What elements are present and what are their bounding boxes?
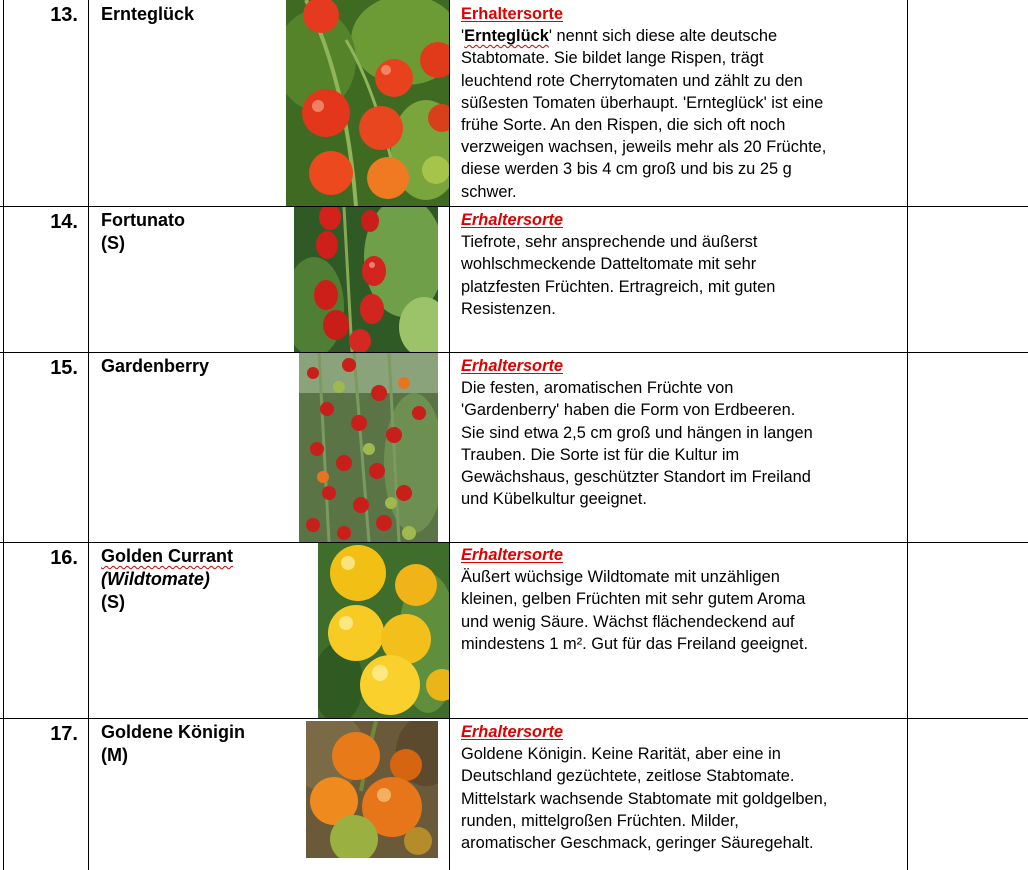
description-line: wohlschmeckende Datteltomate mit sehr [461,255,757,274]
variety-number: 16. [50,547,78,569]
variety-row-16 [0,543,1028,718]
variety-name [101,355,286,378]
description-line: süßesten Tomaten überhaupt. 'Ernteglück' ist eine [461,93,824,112]
variety-name-text: Golden Currant [101,546,234,566]
yellow-currant-tomato-photo [318,543,449,718]
heritage-variety-heading: Erhaltersorte [461,357,564,375]
description-line: Sie sind etwa 2,5 cm groß und hängen in langen [461,423,813,442]
variety-description [461,355,901,510]
variety-name-text: Gardenberry [101,356,210,376]
variety-row-14 [0,207,1028,352]
description-line: Äußert wüchsige Wildtomate mit unzähligen [461,568,780,587]
red-cherry-tomato-photo [286,0,449,206]
description-line: diese werden 3 bis 4 cm groß und bis zu 25 g [461,160,792,179]
description-line: 'Gardenberry' haben die Form von Erdbeeren. [461,401,796,420]
growth-code: (S) [101,592,125,612]
description-line: Trauben. Die Sorte ist für die Kultur im [461,445,740,464]
variety-row-17 [0,719,1028,870]
description-line: kleinen, gelben Früchten mit sehr gutem Aroma [461,590,806,609]
red-date-tomato-photo [294,207,438,352]
description-line: mindestens 1 m². Gut für das Freiland geeignet. [461,634,809,653]
variety-name-text: Fortunato [101,210,185,230]
variety-description [461,721,901,854]
variety-number: 14. [50,211,78,233]
variety-name-text: Goldene Königin [101,722,245,742]
description-line: schwer. [461,182,517,201]
variety-description [461,3,901,203]
description-line: Stabtomate. Sie bildet lange Rispen, trägt [461,49,764,68]
description-line: aromatischer Geschmack, geringer Säuregehalt. [461,834,814,853]
variety-description [461,209,901,320]
heritage-variety-heading: Erhaltersorte [461,546,564,564]
variety-name-bold: Ernteglück [464,27,549,46]
description-line: runden, mittelgroßen Früchten. Milder, [461,811,739,830]
description-line: Deutschland gezüchtete, zeitlose Stabtomate. [461,767,795,786]
description-line: frühe Sorte. An den Rispen, die sich oft noch [461,116,786,135]
variety-name [101,545,286,614]
description-line: leuchtend rote Cherrytomaten und zählt zu den [461,71,803,90]
growth-code: (M) [101,745,128,765]
description-line: Mittelstark wachsende Stabtomate mit goldgelben, [461,789,828,808]
variety-number: 13. [50,4,78,26]
description-line: Gewächshaus, geschützter Standort im Freiland [461,468,811,487]
growth-code: (S) [101,233,125,253]
heritage-variety-heading: Erhaltersorte [461,723,564,741]
description-line: platzfesten Früchten. Ertragreich, mit guten [461,277,776,296]
description-line: Goldene Königin. Keine Rarität, aber eine in [461,745,781,764]
description-line: und wenig Säure. Wächst flächendeckend auf [461,612,795,631]
heritage-variety-heading: Erhaltersorte [461,5,564,23]
variety-name [101,209,286,255]
description-line: verzweigen wachsen, jeweils mehr als 20 Früchte, [461,138,827,157]
variety-name [101,3,286,26]
variety-name-text: Ernteglück [101,4,195,24]
golden-orange-tomato-photo [306,721,438,858]
description-line: Resistenzen. [461,299,556,318]
variety-name [101,721,286,767]
strawberry-shaped-tomato-photo [299,353,438,542]
variety-row-15 [0,353,1028,542]
description-line: und Kübelkultur geeignet. [461,490,647,509]
description-line: Tiefrote, sehr ansprechende und äußerst [461,233,758,252]
variety-number: 17. [50,723,78,745]
description-line: 'Ernteglück' nennt sich diese alte deutsche [461,27,778,46]
variety-type: (Wildtomate) [101,569,210,589]
variety-number: 15. [50,357,78,379]
description-line: Die festen, aromatischen Früchte von [461,379,734,398]
heritage-variety-heading: Erhaltersorte [461,211,564,229]
variety-description [461,544,901,655]
variety-row-13 [0,0,1028,206]
